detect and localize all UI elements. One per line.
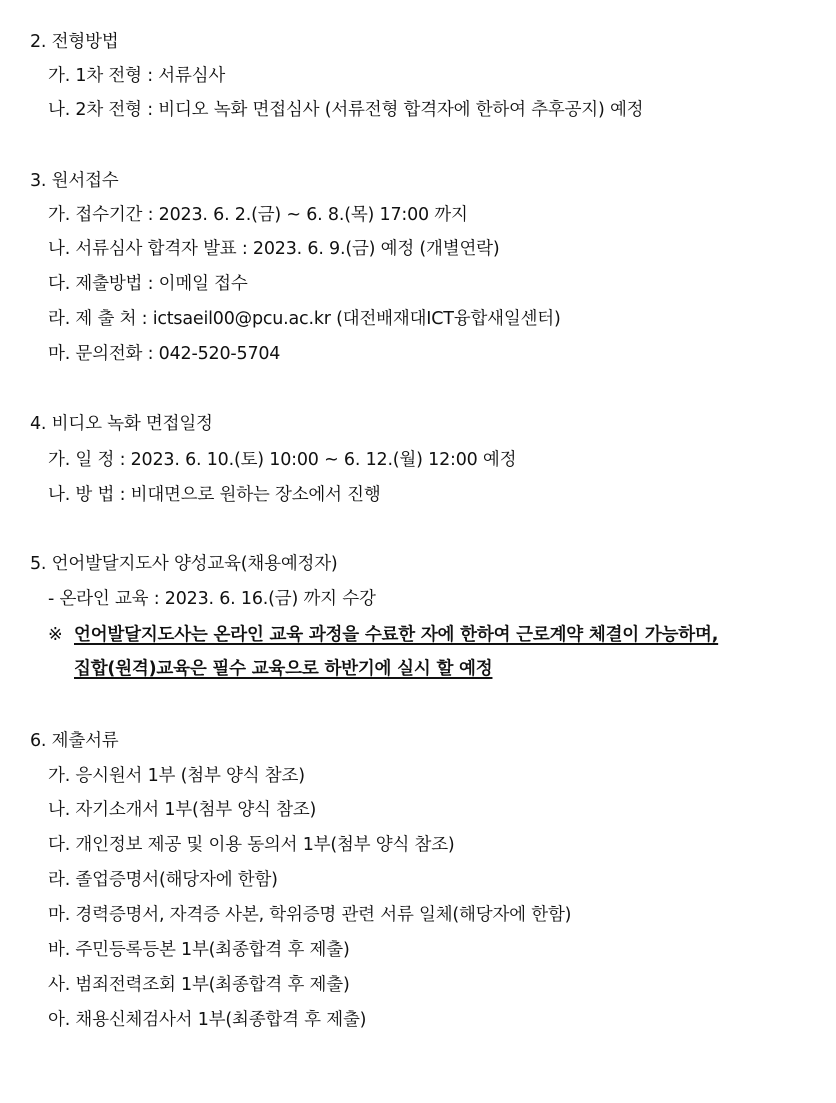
list-item: 아. 채용신체검사서 1부(최종합격 후 제출) (48, 1010, 367, 1030)
list-item: 나. 2차 전형 : 비디오 녹화 면접심사 (서류전형 합격자에 한하여 추후공지) 예정 (48, 100, 644, 120)
list-item: 라. 제 출 처 : ictsaeil00@pcu.ac.kr (대전배재대ICT융합새일센터) (48, 309, 561, 329)
list-item: 가. 응시원서 1부 (첨부 양식 참조) (48, 766, 305, 786)
note-line-1: 언어발달지도사는 온라인 교육 과정을 수료한 자에 한하여 근로계약 체결이 가능하며, (74, 625, 719, 645)
list-item: 다. 제출방법 : 이메일 접수 (48, 274, 248, 294)
section-heading-interview-schedule: 4. 비디오 녹화 면접일정 (30, 414, 213, 434)
list-item: 마. 경력증명서, 자격증 사본, 학위증명 관련 서류 일체(해당자에 한함) (48, 905, 572, 925)
note-line-2: 집합(원격)교육은 필수 교육으로 하반기에 실시 할 예정 (74, 659, 493, 679)
section-heading-documents: 6. 제출서류 (30, 731, 119, 751)
list-item: - 온라인 교육 : 2023. 6. 16.(금) 까지 수강 (48, 589, 376, 609)
list-item: 가. 일 정 : 2023. 6. 10.(토) 10:00 ~ 6. 12.(월) 12:00 예정 (48, 450, 517, 470)
list-item: 다. 개인정보 제공 및 이용 동의서 1부(첨부 양식 참조) (48, 835, 455, 855)
section-heading-application: 3. 원서접수 (30, 171, 119, 191)
list-item: 마. 문의전화 : 042-520-5704 (48, 344, 281, 364)
list-item: 가. 접수기간 : 2023. 6. 2.(금) ~ 6. 8.(목) 17:00 까지 (48, 205, 468, 225)
list-item: 나. 자기소개서 1부(첨부 양식 참조) (48, 800, 317, 820)
list-item: 사. 범죄전력조회 1부(최종합격 후 제출) (48, 975, 350, 995)
section-heading-training: 5. 언어발달지도사 양성교육(채용예정자) (30, 554, 338, 574)
list-item: 나. 방 법 : 비대면으로 원하는 장소에서 진행 (48, 485, 381, 505)
section-heading-selection-method: 2. 전형방법 (30, 32, 119, 52)
list-item: 나. 서류심사 합격자 발표 : 2023. 6. 9.(금) 예정 (개별연락) (48, 239, 500, 259)
list-item: 라. 졸업증명서(해당자에 한함) (48, 870, 278, 890)
note-mark: ※ (48, 625, 63, 645)
list-item: 가. 1차 전형 : 서류심사 (48, 66, 226, 86)
list-item: 바. 주민등록등본 1부(최종합격 후 제출) (48, 940, 350, 960)
